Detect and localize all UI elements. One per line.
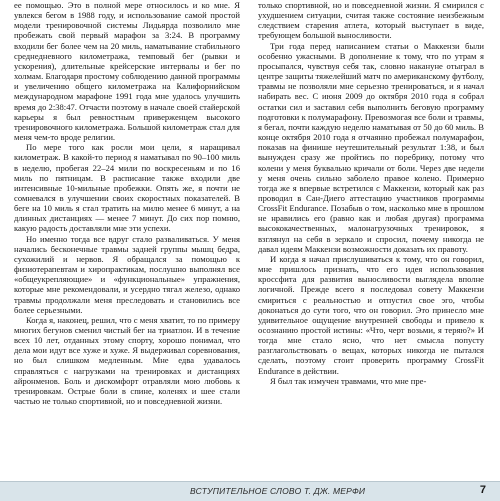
paragraph: только спортивной, но и повседневной жизни. Я смирился с ухудшением ситуации, считая также состояние неизбежным следствием старения атлета, который выступает в виде, требующем большой выносливости. — [258, 0, 484, 41]
running-footer-title: ВСТУПИТЕЛЬНОЕ СЛОВО Т. ДЖ. МЕРФИ — [190, 486, 366, 496]
text-columns — [14, 0, 484, 478]
paragraph: Три года перед написанием статьи о Маккензи были особенно ужасными. В дополнение к тому, что по утрам я просыпался, чувствуя себя так, словно накануне отыграл в центре защиты тяжелейший матч по американскому футболу, травмы не позволяли мне серьезно тренироваться, и я начал набирать вес. С июня 2009 до октября 2010 года я собрал остатки сил и заставил себя выполнить беговую программу подготовки к полумарафону. Превозмогая все боли и травмы, я бегал, почти каждую неделю наматывая от 50 до 60 миль. В конце октября 2010 года я отчаянно пробежал полумарафон, показав на финише неутешительный результат 1:38, и был вынужден сразу же пройтись по поребрику, потому что колени у меня буквально кричали от боли. Через две недели у меня очень сильно заболело правое колено. Примерно тогда же я впервые встретился с Маккензи, который как раз проводил в Сан-Диего аттестацию участников программы CrossFit Endurance. Позабыв о том, насколько мне в прошлом не нравились его (равно как и любая другая) программа высококачественных, малонагрузочных тренировок, я взглянул на себя в зеркало и спросил, почему никогда не давал идеям Маккензи возможности доказать их правоту. — [258, 40, 484, 254]
paragraph: Когда я, наконец, решил, что с меня хватит, то по примеру многих бегунов сменил чистый бег на триатлон. И в течение всех 10 лет, отданных этому спорту, хорошо понимал, что дела мои идут все хуже и хуже. Я выдерживал соревнования, но был слишком медленным. Мне едва удавалось справляться с нагрузками на тренировках и дистанциях айронменов. Боль и дискомфорт отравляли мою любовь к тренировкам. Острые боли в спине, коленях и шее стали частью не только спортивной, но и повседневной жизни. — [14, 314, 240, 407]
paragraph: Я был так измучен травмами, что мне пре- — [270, 375, 427, 386]
page-footer — [0, 481, 500, 501]
page-number: 7 — [479, 484, 486, 496]
paragraph: Но именно тогда все вдруг стало разваливаться. У меня начались бесконечные травмы задней группы мышц бедра, сухожилий и нервов. Я обращался за помощью к физиотерапевтам и хиропрактикам, послушно выполнял все «общеукрепляющие» и «функциональные» упражнения, которые мне рекомендовали, и усердно тягал железо, однако травмы продолжали меня преследовать и становились все более серьезными. — [14, 233, 240, 315]
left-column — [14, 0, 240, 478]
paragraph: ее помощью. Это в полной мере относилось и ко мне. Я увлекся бегом в 1988 году, и использование самой простой модели тренировочной системы Лидьярда позволило мне пробежать свой первый марафон за 3:24. В программу входили бег более чем на 20 миль, наматывание стабильного среднедневного километража, темповый бег (рывки и ускорения), длительные крейсерские интервалы и бег по холмам. Благодаря простому соблюдению данной программы и увеличению общего километража на Калифорнийском международном марафоне 1991 года мне удалось улучшить время до 2:38:47. Отчасти поэтому в начале своей стайерской карьеры я был ревностным приверженцем высокого тренировочного километража. Большой километраж стал для меня чем-то вроде религии. — [14, 0, 241, 143]
right-column — [258, 0, 484, 478]
paragraph: По мере того как росли мои цели, я наращивал километраж. В какой-то период я наматывал по 90–100 миль в неделю, пробегая 22–24 мили по воскресеньям и по 16 миль по пятницам. В расписание также входили две интенсивные 10-мильные пробежки. Опять же, я почти не сомневался в улучшении своих скоростных показателей. В беге на 10 миль я стал тратить на милю менее 6 минут, а на длинных дистанциях — менее 7 минут. До сих пор помню, какую радость доставляли мне эти успехи. — [14, 142, 240, 234]
paragraph: И когда я начал прислушиваться к тому, что он говорил, мне пришлось признать, что его идея использования кроссфита для развития выносливости выглядела вполне логичной. Прежде всего я последовал совету Маккензи смириться с реальностью и отпустил свое эго, чтобы доконаться до сути того, что он говорил. Это принесло мне удивительное ощущение внутренней свободы и привело к осознанию простой истины: «Что, черт возьми, я теряю?» И тогда мне стало ясно, что нет смысла попусту разглагольствовать о вещах, которых никогда не пытался сделать, поэтому стоит проверить программу CrossFit Endurance в действии. — [258, 253, 484, 376]
